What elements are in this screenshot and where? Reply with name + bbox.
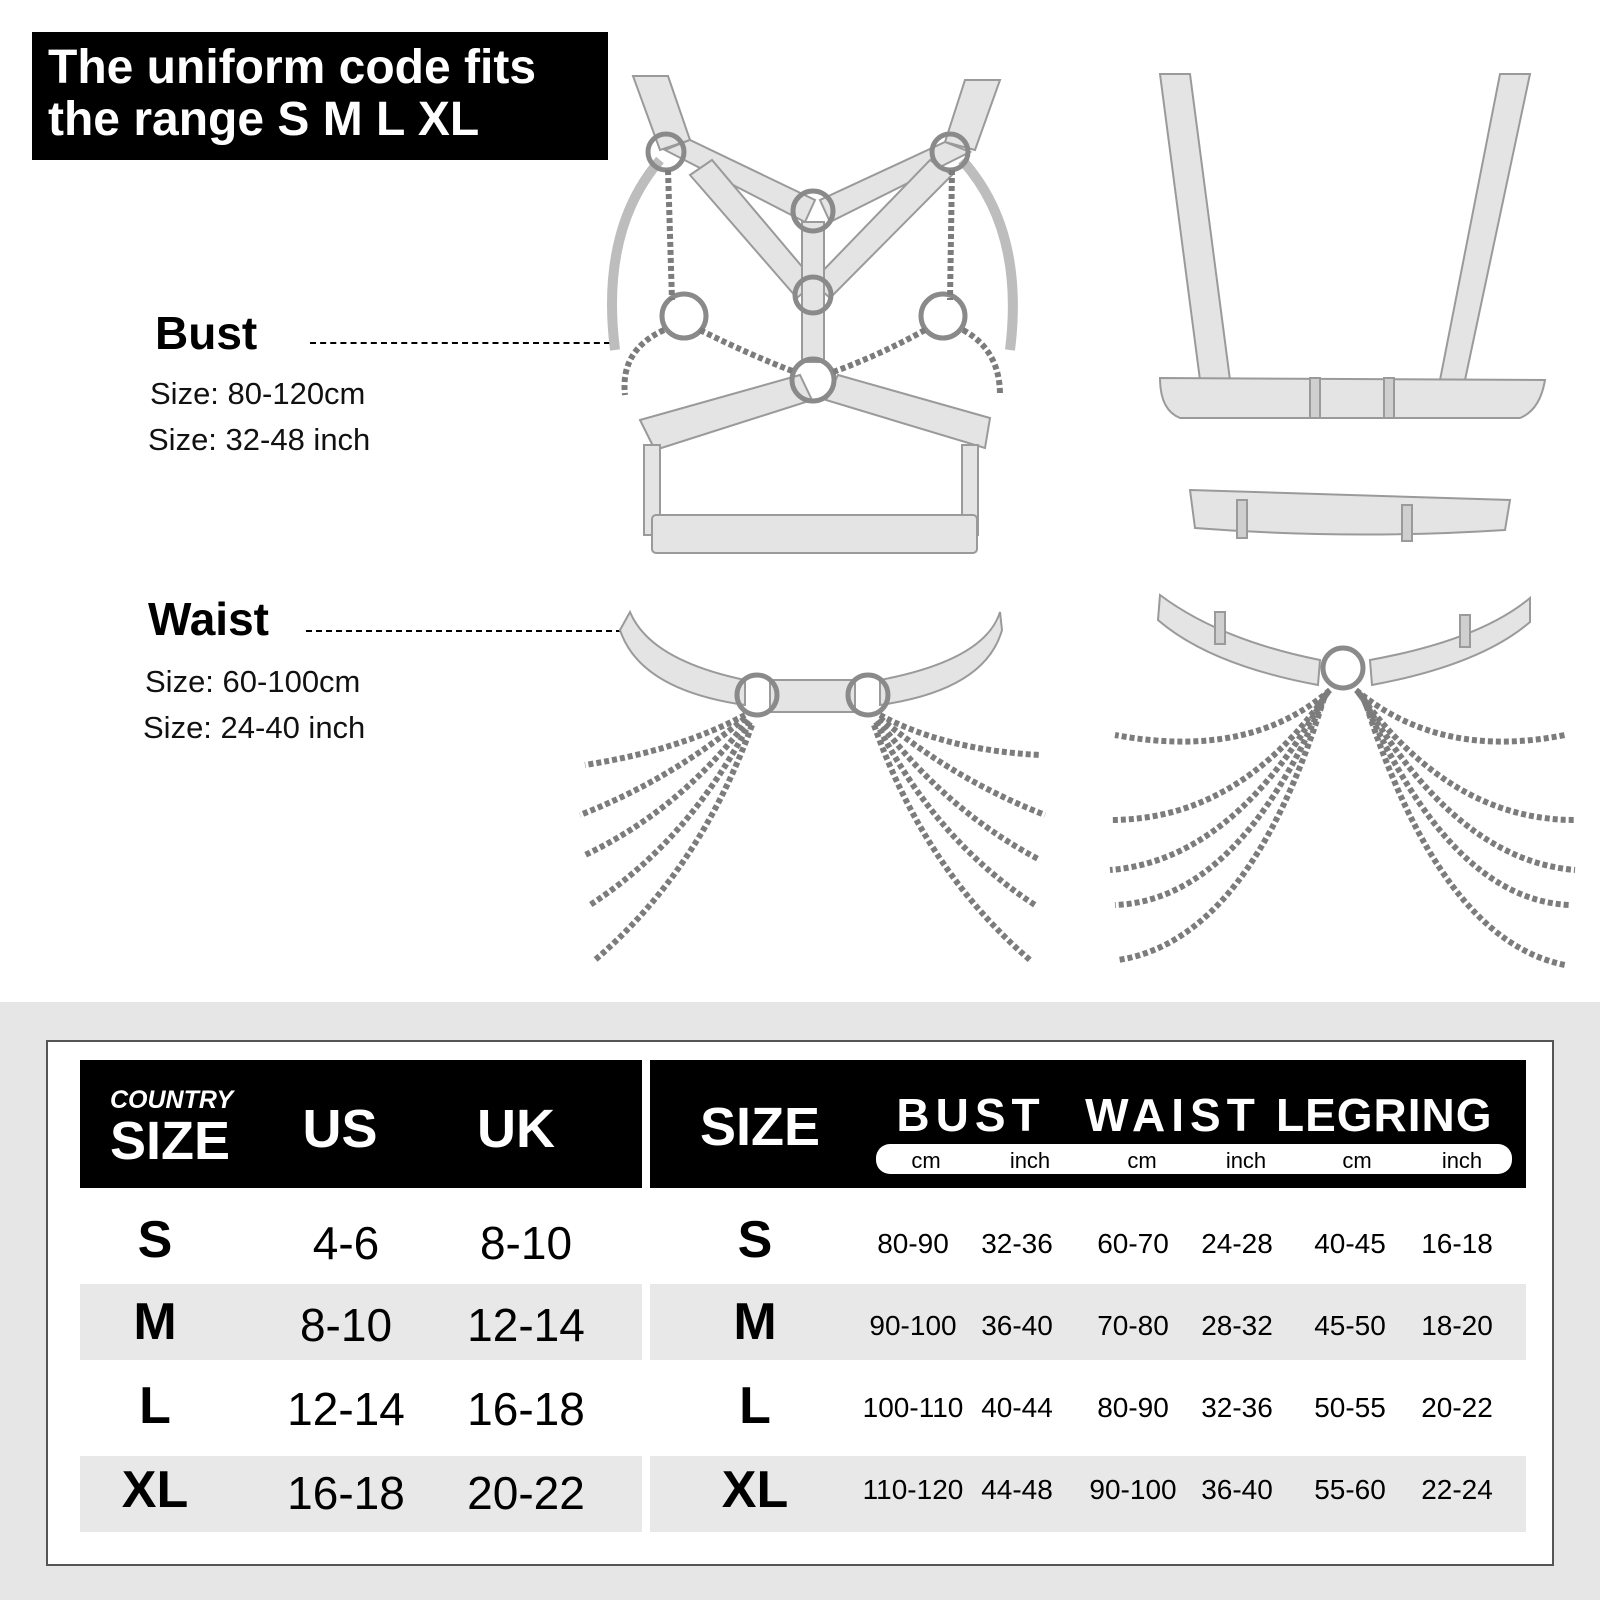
row-l-us: 12-14 — [287, 1383, 405, 1435]
legring-column-header: LEGRING — [1276, 1089, 1493, 1141]
measure-row-m-size: M — [733, 1293, 777, 1351]
leg-harness-front — [620, 612, 1002, 712]
measure-row-m-waist-cm: 70-80 — [1097, 1310, 1169, 1341]
row-m-us: 8-10 — [299, 1299, 393, 1351]
bra-harness-back — [1160, 74, 1545, 541]
measure-row-s-waist-inch: 24-28 — [1201, 1228, 1273, 1259]
row-m-uk: 12-14 — [467, 1299, 585, 1351]
measure-row-xl-legring-inch: 22-24 — [1421, 1474, 1493, 1505]
measure-row-l-bust-inch: 40-44 — [981, 1392, 1053, 1423]
size-note-line-2: the range S M L XL — [48, 93, 480, 146]
size-column-header: SIZE — [699, 1097, 821, 1157]
row-xl-size: XL — [121, 1461, 189, 1519]
row-l-size: L — [139, 1377, 171, 1435]
bust-inch-unit: inch — [1009, 1148, 1051, 1173]
legring-inch-unit: inch — [1441, 1148, 1483, 1173]
country-label: COUNTRY — [110, 1086, 234, 1114]
measure-row-xl-bust-inch: 44-48 — [981, 1474, 1053, 1505]
measure-row-xl-size: XL — [721, 1461, 789, 1519]
measure-row-m-legring-inch: 18-20 — [1421, 1310, 1493, 1341]
measure-row-xl-bust-cm: 110-120 — [862, 1474, 964, 1505]
measure-row-s-legring-inch: 16-18 — [1421, 1228, 1493, 1259]
uk-column-header: UK — [477, 1099, 555, 1159]
country-size-label: SIZE — [110, 1111, 231, 1171]
measure-row-l-bust-cm: 100-110 — [862, 1392, 964, 1423]
leg-harness-back-chains — [1110, 690, 1575, 965]
row-s-uk: 8-10 — [479, 1217, 573, 1269]
measure-row-s-bust-cm: 80-90 — [877, 1228, 949, 1259]
bust-size-inch: Size: 32-48 inch — [148, 422, 371, 457]
us-column-header: US — [302, 1099, 378, 1159]
measurement-header — [650, 1060, 1526, 1188]
row-l-uk: 16-18 — [467, 1383, 585, 1435]
bust-cm-unit: cm — [911, 1148, 941, 1173]
measure-row-m-bust-cm: 90-100 — [869, 1310, 957, 1341]
measure-row-m-legring-cm: 45-50 — [1314, 1310, 1386, 1341]
measure-row-xl-waist-cm: 90-100 — [1089, 1474, 1177, 1505]
waist-size-cm: Size: 60-100cm — [145, 664, 361, 699]
measure-row-l-legring-cm: 50-55 — [1314, 1392, 1386, 1423]
legring-cm-unit: cm — [1342, 1148, 1372, 1173]
measure-row-l-waist-inch: 32-36 — [1201, 1392, 1273, 1423]
size-note-line-1: The uniform code fits — [48, 41, 537, 94]
waist-size-inch: Size: 24-40 inch — [143, 710, 366, 745]
row-xl-us: 16-18 — [287, 1467, 405, 1519]
measure-row-s-bust-inch: 32-36 — [981, 1228, 1053, 1259]
leg-harness-back-ring — [1323, 648, 1363, 688]
bust-heading: Bust — [155, 307, 258, 359]
measure-row-s-waist-cm: 60-70 — [1097, 1228, 1169, 1259]
measure-row-l-waist-cm: 80-90 — [1097, 1392, 1169, 1423]
measure-row-xl-waist-inch: 36-40 — [1201, 1474, 1273, 1505]
row-m-size: M — [133, 1293, 177, 1351]
row-s-us: 4-6 — [312, 1217, 380, 1269]
waist-heading: Waist — [148, 593, 269, 645]
measure-row-m-bust-inch: 36-40 — [981, 1310, 1053, 1341]
measure-row-xl-legring-cm: 55-60 — [1314, 1474, 1386, 1505]
measure-row-s-size: S — [737, 1211, 773, 1269]
waist-inch-unit: inch — [1225, 1148, 1267, 1173]
leg-harness-front-chains — [580, 715, 1045, 960]
country-size-header — [80, 1060, 642, 1188]
measure-row-l-size: L — [739, 1377, 771, 1435]
measure-row-m-waist-inch: 28-32 — [1201, 1310, 1273, 1341]
measure-row-l-legring-inch: 20-22 — [1421, 1392, 1493, 1423]
leg-harness-back — [1158, 595, 1530, 685]
waist-cm-unit: cm — [1127, 1148, 1157, 1173]
measure-row-s-legring-cm: 40-45 — [1314, 1228, 1386, 1259]
bust-size-cm: Size: 80-120cm — [150, 376, 366, 411]
waist-column-header: WAIST — [1085, 1089, 1261, 1141]
row-xl-uk: 20-22 — [467, 1467, 585, 1519]
row-s-size: S — [137, 1211, 173, 1269]
bust-column-header: BUST — [896, 1089, 1046, 1141]
